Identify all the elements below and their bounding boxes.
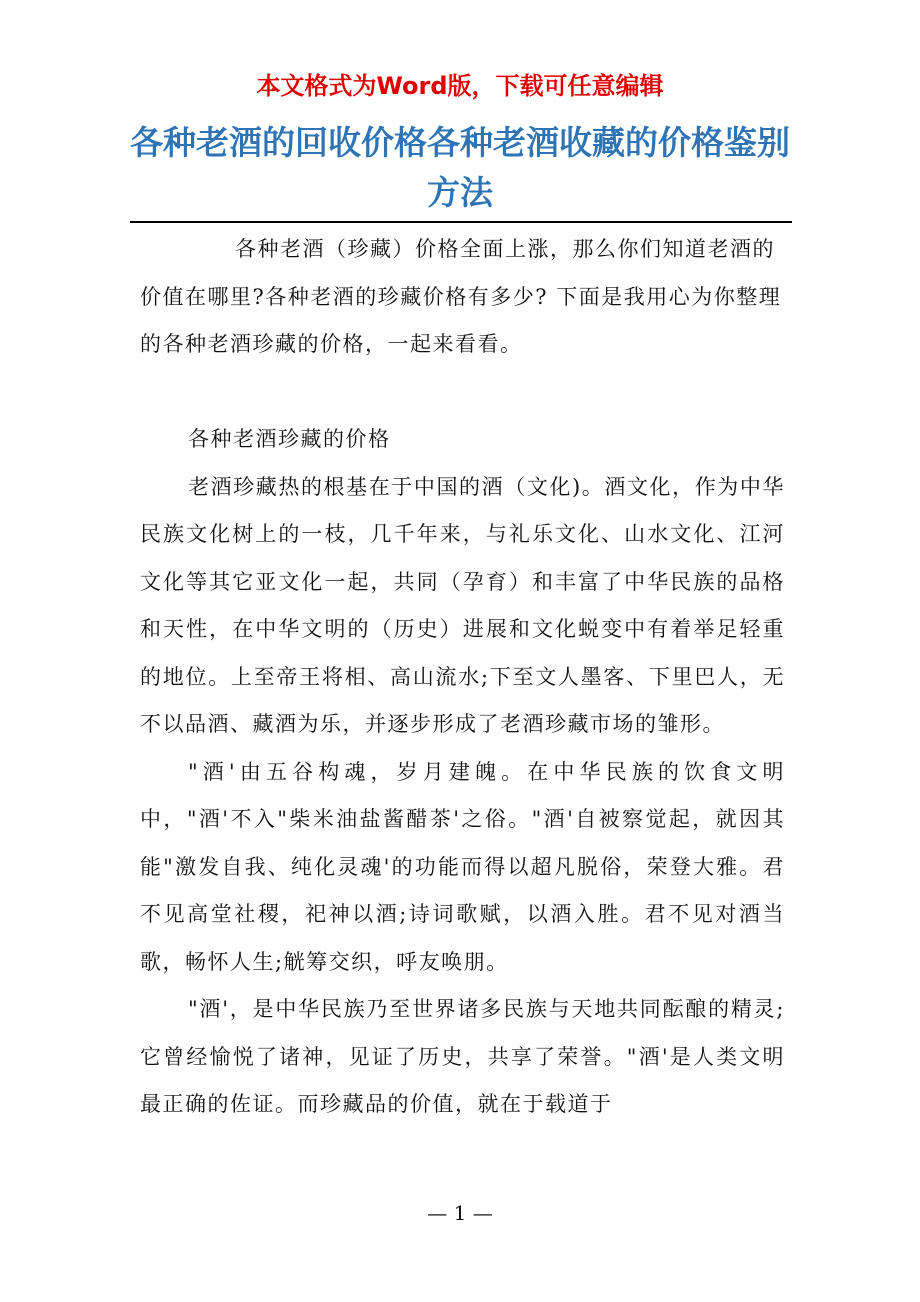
download-notice: 本文格式为Word版，下载可任意编辑 [256, 72, 664, 100]
document-title: 各种老酒的回收价格各种老酒收藏的价格鉴别方法 [130, 123, 790, 212]
title-divider [130, 221, 792, 223]
intro-paragraph: 各种老酒（珍藏）价格全面上涨，那么你们知道老酒的价值在哪里?各种老酒的珍藏价格有多少? 下面是我用心为你整理的各种老酒珍藏的价格，一起来看看。 [140, 237, 782, 356]
document-body [140, 226, 785, 1129]
page-number: — 1 — [427, 1201, 493, 1225]
body-paragraph: "酒'，是中华民族乃至世界诸多民族与天地共同酝酿的精灵;它曾经愉悦了诸神，见证了历史，共享了荣誉。"酒'是人类文明最正确的佐证。而珍藏品的价值，就在于载道于 [140, 997, 785, 1116]
body-paragraph: "酒'由五谷构魂，岁月建魄。在中华民族的饮食文明中，"酒'不入"柴米油盐酱醋茶'之俗。"酒'自被察觉起，就因其能"激发自我、纯化灵魂'的功能而得以超凡脱俗，荣登大雅。君不见高堂社稷，祀神以酒;诗词歌赋，以酒入胜。君不见对酒当歌，畅怀人生;觥筹交织，呼友唤朋。 [140, 759, 785, 974]
section-heading: 各种老酒珍藏的价格 [188, 427, 391, 451]
body-paragraph: 老酒珍藏热的根基在于中国的酒（文化)。酒文化，作为中华民族文化树上的一枝，几千年来，与礼乐文化、山水文化、江河文化等其它亚文化一起，共同（孕育）和丰富了中华民族的品格和天性，在中华文明的（历史）进展和文化蜕变中有着举足轻重的地位。上至帝王将相、高山流水;下至文人墨客、下里巴人，无不以品酒、藏酒为乐，并逐步形成了老酒珍藏市场的雏形。 [140, 474, 785, 736]
paragraph-spacer [140, 369, 785, 417]
